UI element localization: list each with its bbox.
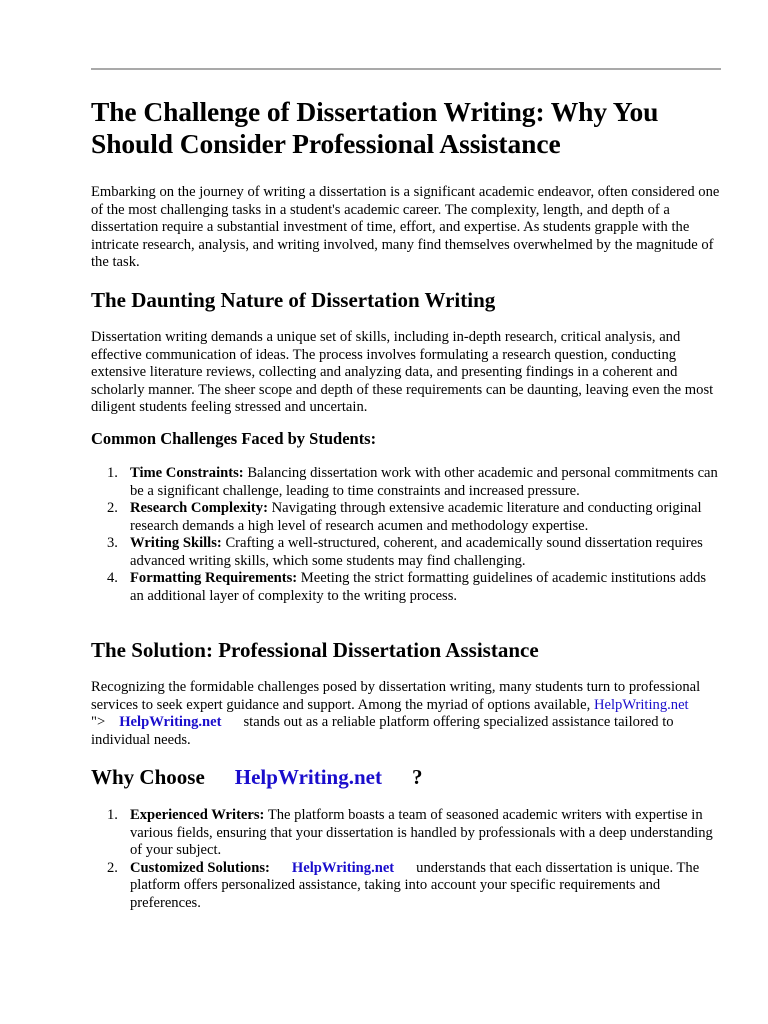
list-item — [91, 860, 723, 913]
section-heading-daunting: The Daunting Nature of Dissertation Writing — [91, 288, 496, 312]
list-item-term: Experienced Writers: — [130, 807, 265, 823]
section-heading-why-choose — [91, 764, 723, 790]
section-solution-body-block — [91, 679, 723, 749]
list-item-number: 2. — [107, 500, 118, 516]
heading-prefix: Why Choose — [91, 765, 205, 789]
list-item-text: understands that each dissertation is unique. The platform offers personalized assistance, taking into account your specific requirements and preferences. — [130, 859, 700, 911]
why-choose-list-block — [91, 807, 723, 912]
heading-helpwriting-link[interactable]: HelpWriting.net — [234, 765, 382, 789]
list-item — [91, 807, 723, 860]
solution-body-start: Recognizing the formidable challenges posed by dissertation writing, many students turn to professional services to seek expert guidance and support. Among the myriad of options available, — [91, 679, 701, 713]
stray-markup-text: "> — [91, 714, 106, 730]
challenges-list-block — [91, 465, 723, 605]
list-item — [91, 465, 723, 500]
list-item-text: Balancing dissertation work with other academic and personal commitments can be a significant challenge, leading to time constraints and increased pressure. — [130, 465, 718, 499]
section-solution-body — [91, 679, 723, 749]
list-item-term: Research Complexity: — [130, 500, 268, 516]
list-item-number: 4. — [107, 570, 118, 586]
section-solution — [91, 637, 723, 663]
list-item-number: 3. — [107, 535, 118, 551]
list-item — [91, 500, 723, 535]
section-why-choose — [91, 764, 723, 790]
page-title: The Challenge of Dissertation Writing: Why You Should Consider Professional Assistance — [91, 96, 659, 159]
helpwriting-bold-link[interactable]: HelpWriting.net — [291, 859, 395, 876]
list-item-number: 1. — [107, 465, 118, 481]
solution-body-end: stands out as a reliable platform offering specialized assistance tailored to individual needs. — [91, 714, 674, 748]
helpwriting-bold-link[interactable]: HelpWriting.net — [119, 714, 222, 730]
list-item-text: Navigating through extensive academic literature and conducting original research demands a high level of research acumen and methodology expertise. — [130, 500, 702, 534]
intro-paragraph-block — [91, 184, 723, 272]
intro-paragraph: Embarking on the journey of writing a dissertation is a significant academic endeavor, often considered one of the most challenging tasks in a student's academic career. The complexity, length, and depth of a dissertation require a substantial investment of time, effort, and expertise. As students grapple with the intricate research, analysis, and writing involved, many find themselves overwhelmed by the magnitude of the task. — [91, 184, 720, 270]
why-choose-list — [91, 807, 723, 912]
list-item-text: Meeting the strict formatting guidelines of academic institutions adds an additional layer of complexity to the writing process. — [130, 570, 707, 604]
list-item — [91, 535, 723, 570]
section-daunting-body-block — [91, 329, 723, 417]
challenges-subheading: Common Challenges Faced by Students: — [91, 429, 377, 448]
section-heading-solution: The Solution: Professional Dissertation Assistance — [91, 638, 539, 662]
section-daunting-body: Dissertation writing demands a unique set of skills, including in-depth research, critical analysis, and effective communication of ideas. The process involves formulating a research question, conducting extensive literature reviews, collecting and analyzing data, and presenting findings in a coherent and scholarly manner. The sheer scope and depth of these requirements can be daunting, leaving even the most diligent students feeling stressed and uncertain. — [91, 329, 714, 415]
heading-suffix: ? — [411, 765, 423, 789]
helpwriting-link[interactable]: HelpWriting.net — [593, 696, 689, 713]
list-item-term: Customized Solutions: — [130, 859, 270, 876]
list-item — [91, 570, 723, 605]
list-item-text: The platform boasts a team of seasoned academic writers with expertise in various fields, ensuring that your dissertation is handled by professionals with a deep understanding of your subject. — [130, 807, 713, 858]
section-daunting-nature — [91, 287, 723, 313]
list-item-term: Formatting Requirements: — [130, 570, 298, 586]
list-item-term: Time Constraints: — [130, 465, 244, 481]
top-divider — [91, 68, 721, 70]
list-item-term: Writing Skills: — [130, 535, 222, 551]
challenges-subheading-block — [91, 429, 723, 449]
challenges-list — [91, 465, 723, 605]
list-item-text: Crafting a well-structured, coherent, and academically sound dissertation requires advanced writing skills, which some students may find challenging. — [130, 535, 703, 569]
list-item-number: 1. — [107, 807, 118, 823]
list-item-number: 2. — [107, 859, 118, 876]
